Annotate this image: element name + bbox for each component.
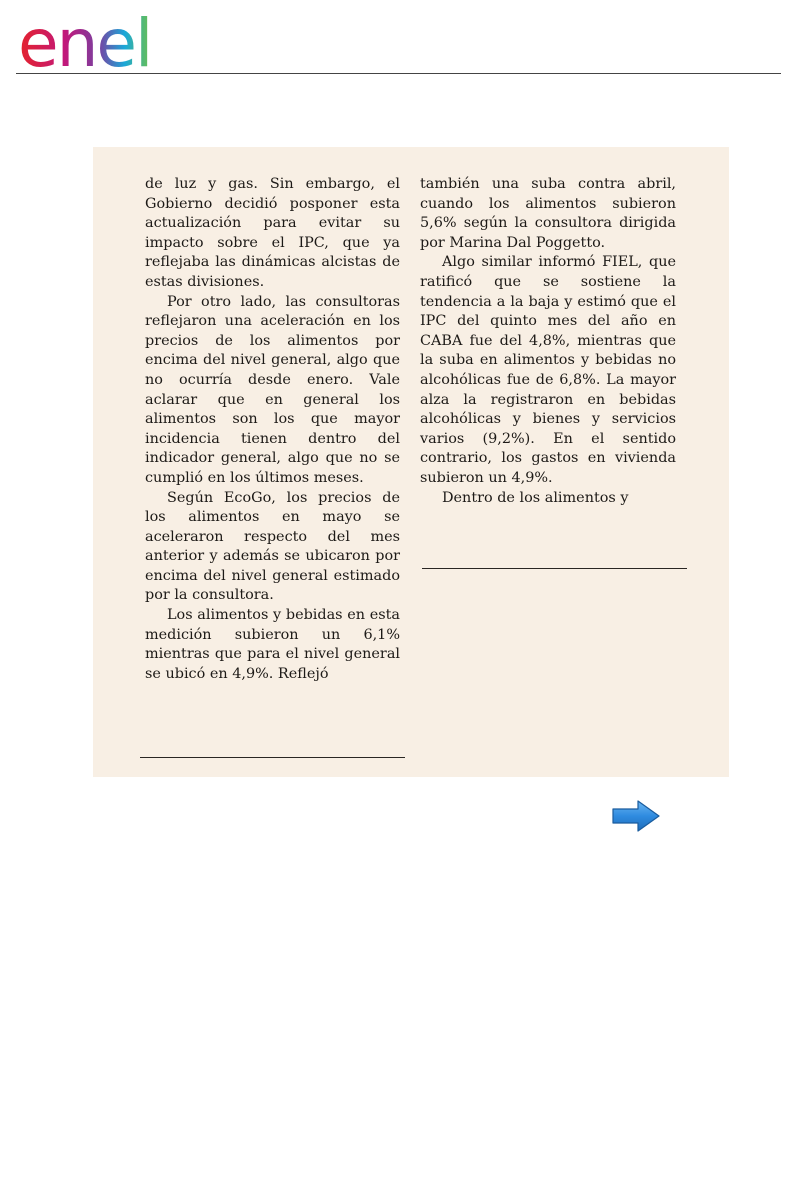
column-end-rule <box>422 568 687 569</box>
arrow-right-icon[interactable] <box>610 798 662 834</box>
enel-logo <box>16 4 196 72</box>
svg-text:enel: enel <box>18 5 152 72</box>
column-end-rule <box>140 757 405 758</box>
header-divider <box>16 73 781 74</box>
paragraph: Dentro de los alimentos y <box>442 489 629 506</box>
paragraph: también una suba contra abril, cuando los alimentos subieron 5,6% según la consultora dirigida por Marina Dal Poggetto. <box>420 176 676 251</box>
paragraph: Algo similar informó FIEL, que ratificó que se sostiene la tendencia a la baja y estimó que el IPC del quinto mes del año en CABA fue del 4,8%, mientras que la suba en alimentos y bebidas no alcohólicas fue de 6,8%. La mayor alza la registraron en bebidas alcohólicas y bienes y servicios varios (9,2%). En el sentido contrario, los gastos en vivienda subieron un 4,9%. <box>420 254 676 486</box>
paragraph: Por otro lado, las consultoras reflejaron una aceleración en los precios de los alimentos por encima del nivel general, algo que no ocurría desde enero. Vale aclarar que en general los alimentos son los que mayor incidencia tienen dentro del indicador general, algo que no se cumplió en los últimos meses. <box>145 293 400 486</box>
paragraph: Los alimentos y bebidas en esta medición subieron un 6,1% mientras que para el nivel general se ubicó en 4,9%. Reflejó <box>145 607 400 682</box>
paragraph: Según EcoGo, los precios de los alimentos en mayo se aceleraron respecto del mes anterior y además se ubicaron por encima del nivel general estimado por la consultora. <box>145 489 400 604</box>
paragraph: de luz y gas. Sin embargo, el Gobierno decidió posponer esta actualización para evitar su impacto sobre el IPC, que ya reflejaba las dinámicas alcistas de estas divisiones. <box>145 176 400 290</box>
article-column-right <box>420 175 676 508</box>
newspaper-clipping <box>93 147 729 777</box>
article-column-left <box>145 175 400 684</box>
